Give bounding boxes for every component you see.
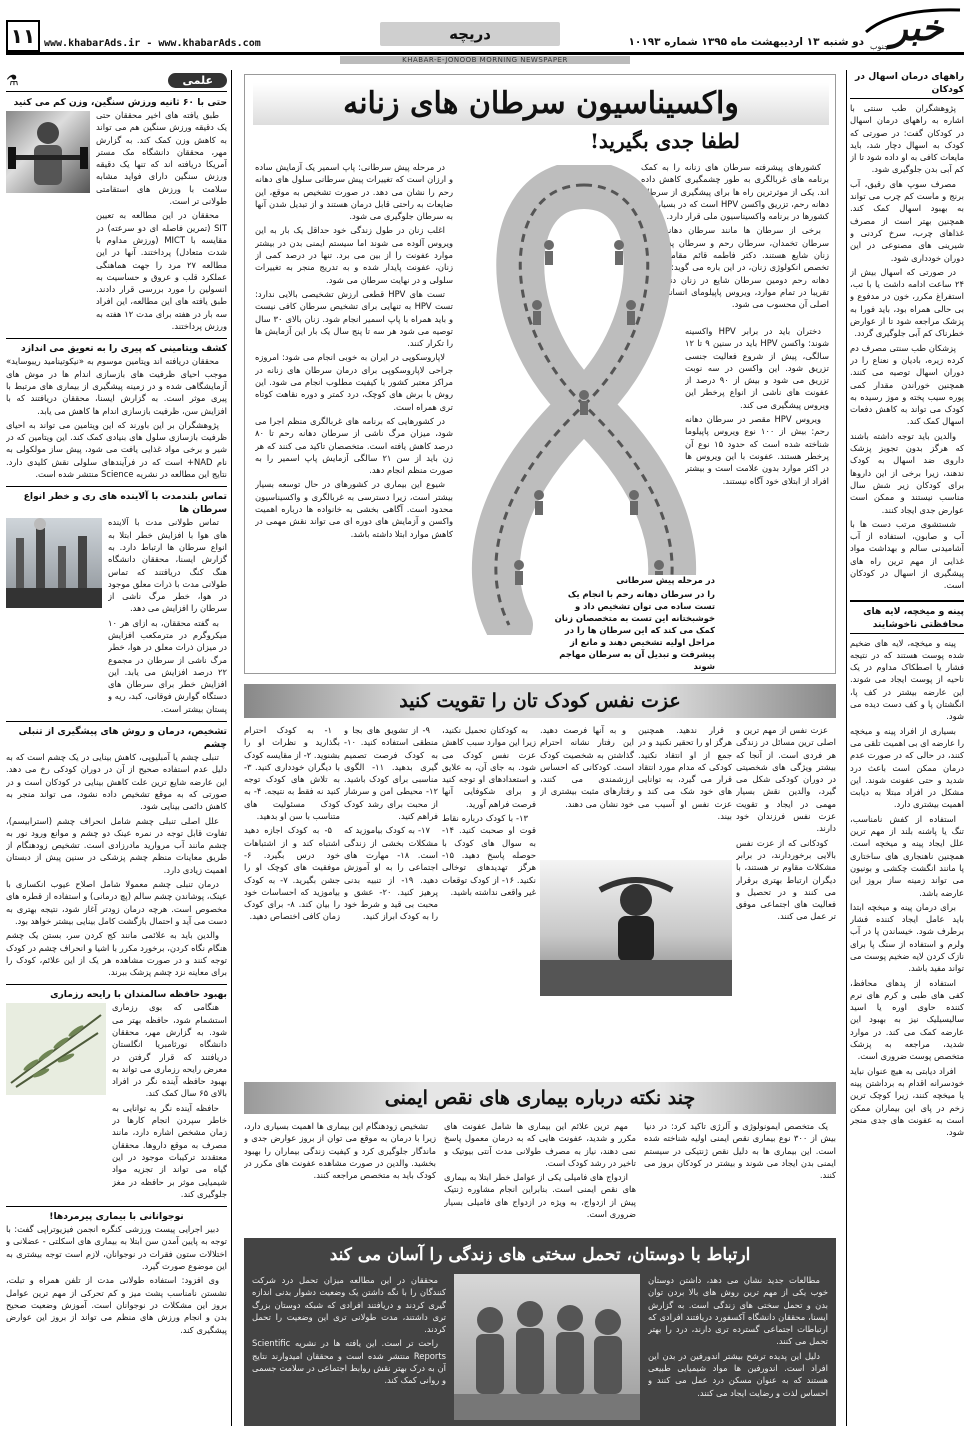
immunity-article: [244, 1082, 836, 1234]
paragraph: بسیاری از افراد پینه و میخچه را عارضه ای بی اهمیت تلقی می کنند، در حالی که در صورت عدم درمان ممکن است باعث درد شدید و حتی عفونت شوند. این مشکل در افراد مبتلا به دیابت اهمیت بیشتری دارد.: [850, 725, 964, 810]
article-teen-body: [6, 1223, 227, 1338]
immunity-title-band: [244, 1082, 836, 1114]
science-section-label: علمی: [168, 73, 227, 88]
friends-col-1: [648, 1274, 828, 1422]
confidence-col-1: [736, 724, 836, 1074]
paragraph: راحت تر است. این یافته ها در نشریه Scientific Reports منتشر شده است و محققان امیدوارند نتایج آن به درک بهتر نقش روابط اجتماعی در سلامت جسمی و روانی کمک کند.: [252, 1338, 446, 1386]
rosemary-photo: [6, 1003, 106, 1095]
paragraph: و به آنها فرصت دهید. این رفتار نشانه احترام گذاشتن به شخصیت کودک است. کودکانی که احساس ارزشمندی می کنند، رفتارهای مثبت بیشتری از خود نشان می دهند.: [540, 725, 634, 809]
website-url: www.khabarAds.ir - www.khabarAds.com: [44, 38, 261, 49]
article-diarrhea-body: [850, 102, 964, 594]
child-icon: [540, 860, 732, 996]
article-lazy-eye-title: تشخیص، درمان و روش های پیشگیری از تنبلی چشم: [18, 726, 227, 751]
article-diarrhea: [850, 70, 964, 594]
article-vitamin: [6, 338, 227, 482]
article-vitamin-body: [6, 355, 227, 482]
child-meadow-photo: [540, 860, 732, 996]
paragraph: یک متخصص ایمونولوژی و آلرژی تاکید کرد: در دنیا بیش از ۳۰۰ نوع بیماری نقص ایمنی اولیه شناخته شده است. این بیماری ها به دلیل نقص ژنتیکی در سیستم ایمنی بدن ایجاد می شوند و بیشتر در کودکان بروز می کنند.: [644, 1121, 836, 1181]
paragraph: ازدواج های فامیلی یکی از عوامل خطر ابتلا به بیماری های نقص ایمنی است. بنابراین انجام مشاوره ژنتیک پیش از ازدواج، به ویژه در ازدواج های فامیلی بسیار ضروری است.: [444, 1172, 636, 1220]
confidence-article: [244, 684, 836, 1076]
friends-group-icon: [454, 1274, 640, 1420]
paragraph: والدین باید به علائمی مانند کج کردن سر، بستن یک چشم هنگام نگاه کردن، برخورد مکرر با اشیا و انحراف چشم در کودک توجه کنند و در صورت مشاهده هر یک از این علائم، کودک را برای معاینه نزد چشم پزشک ببرند.: [6, 930, 227, 978]
paragraph: ۱۳- با کودک درباره نقاط قوت او صحبت کنید. ۱۴- به سوال های کودک با حوصله پاسخ دهید. ۱۵- هرگز تهدیدهای توخالی نکنید. ۱۶- از کودک توقعات غیر واقعی نداشته باشید.: [442, 813, 536, 897]
friends-title: ارتباط با دوستان، تحمل سختی های زندگی را آسان می کند: [329, 1245, 751, 1265]
paragraph: لاپاروسکوپی در ایران به خوبی انجام می شود: امروزه جراحی لاپاروسکوپی برای درمان سرطان های زنانه در مراکز معتبر کشور با کیفیت مطلوب انجام می شود. این روش با برش های کوچک، درد کمتر و دوره نقاهت کوتاه تری همراه است.: [255, 352, 453, 412]
paragraph: ویروس HPV مقصر در سرطان دهانه رحم: بیش از ۱۰۰ نوع ویروس پاپیلوما شناخته شده است که حدود ۱۵ نوع آن پرخطر هستند. عفونت با این ویروس ها در اکثر موارد بدون علامت است و بیشتر افراد از ابتلای خود آگاه نیستند.: [685, 414, 829, 486]
paragraph: علل اصلی تنبلی چشم شامل انحراف چشم (استرابیسم)، تفاوت قابل توجه در نمره عینک دو چشم و موانع ورود نور به چشم مانند آب مروارید مادرزادی است. تشخیص زودهنگام از طریق معاینات منظم چشم پزشکی در سنین پیش از دبستان اهمیت زیادی دارد.: [6, 815, 227, 875]
paragraph: درمان تنبلی چشم معمولا شامل اصلاح عیوب انکساری با عینک، پوشاندن چشم سالم (پچ درمانی) و استفاده از قطره های مخصوص است. هرچه درمان زودتر آغاز شود، نتیجه بهتری به دست می آید و احتمال بازگشت کامل بینایی بیشتر خواهد بود.: [6, 879, 227, 926]
paragraph: برخی از سرطان ها مانند سرطان دهانه رحم، سرطان تخمدان، سرطان رحم و سرطان پستان در زنان شایع هستند. دکتر فاطمه قائم مقامی، فوق تخصص انکولوژی زنان، در این باره می گوید: سرطان دهانه رحم دومین سرطان شایع در زنان دنیاست و تقریبا در تمام موارد، ویروس پاپیلومای انسانی عامل اصلی آن محسوب می شود.: [641, 225, 829, 310]
article-pollution-title: تماس بلندمدت با آلاینده های ری و خطر انواع سرطان ها: [23, 491, 227, 516]
article-lazy-eye-body: [6, 751, 227, 980]
section-label: دریچه: [449, 25, 491, 43]
confidence-col-6: [244, 724, 340, 1074]
paragraph: پژوهشگران بر این باورند که این ویتامین می تواند به احیای ظرفیت بازسازی سلول های بنیادی کمک کند. این ویتامین که در شیر و برخی مواد غذایی یافت می شود، پیش ساز مولکولی به نام NAD+ است که در فرآیندهای سلولی نقش کلیدی دارد. نتایج این مطالعه در نشریه Science منتشر شده است.: [6, 419, 227, 480]
paragraph: ۵- به کودک اجازه دهید اشتباه کند و از اشتباهات خود درس بگیرد. ۶- موفقیت های کوچک او را جشن بگیرید. ۷- به کودک بیاموزید که احساسات خود را بیان کند. ۸- برای کودک زمان کافی اختصاص دهید.: [244, 825, 340, 922]
paragraph: تشخیص زودهنگام این بیماری ها اهمیت بسیاری دارد، زیرا با درمان به موقع می توان از بروز عوارض جدی و ماندگار جلوگیری کرد و کیفیت زندگی بیماران را بهبود بخشید. والدین در صورت مشاهده عفونت های مکرر در کودک باید به متخصص مراجعه کنند.: [244, 1121, 436, 1181]
rosemary-icon: [6, 1003, 106, 1095]
article-exercise: [6, 96, 227, 334]
page-number-box: [6, 20, 40, 52]
main-article: [244, 74, 836, 674]
paragraph: دلیل این پدیده ترشح بیشتر اندورفین در بدن این افراد است. اندورفین ها مواد شیمیایی طبیعی هستند که به عنوان مسکن درد عمل می کنند و احساس لذت و رضایت ایجاد می کنند.: [648, 1350, 828, 1398]
paragraph: ۱- به کودک احترام بگذارید و نظرات او را بشنوید. ۲- از مقایسه کودک با دیگران خودداری کنید. ۳- به تلاش های کودک توجه کنید نه فقط به نتیجه. ۴- به کودک مسئولیت های متناسب با سن او بدهید.: [244, 725, 340, 822]
paragraph: کودکانی که از عزت نفس بالایی برخوردارند، در برابر مشکلات مقاوم تر هستند، با دیگران ارتباط بهتری برقرار می کنند و در تحصیل و فعالیت های اجتماعی موفق تر عمل می کنند.: [736, 837, 836, 922]
athlete-photo: [6, 111, 90, 193]
article-corns-title: پینه و میخچه، لایه های محافظتی ناخوشایند: [850, 605, 964, 634]
paragraph: طبق یافته های اخیر محققان حتی یک دقیقه ورزش سنگین هم می تواند به کاهش وزن کمک کند. به گزارش مهر، محققان دانشگاه مک مستر آمریکا دریافته اند که تنها یک دقیقه ورزش سنگین دارای فواید مشابه سلامت با ورزش های استقامتی طولانی تر است.: [96, 110, 227, 207]
paragraph: در کشورهایی که برنامه های غربالگری منظم اجرا می شود، میزان مرگ ناشی از سرطان دهانه رحم تا ۸۰ درصد کاهش یافته است. متخصصان تاکید می کنند که هر زن باید از سن ۲۱ سالگی آزمایش پاپ اسمیر را به صورت منظم انجام دهد.: [255, 415, 453, 476]
caption-text: را در سرطان دهانه رحم با انجام یک تست ساده می توان تشخیص داد و خوشبختانه این تست به متخصصان زنان کمک می کند که این سرطان ها را در مراحل اولیه تشخیص دهند و مانع از پیشرفت و تبدیل آن به سرطان مهاجم شوند: [554, 589, 715, 671]
article-lazy-eye: [6, 721, 227, 980]
paragraph: به گفته محققان، به ازای هر ۱۰ میکروگرم در مترمکعب افزایش در میزان ذرات معلق در هوا، خطر مرگ ناشی از سرطان در مجموع ۲۲ درصد افزایش می یابد. این افزایش خطر برای سرطان های دستگاه گوارش فوقانی، کبد، ریه و پستان بیشتر است.: [108, 617, 227, 714]
article-pollution-body: [108, 516, 227, 717]
paragraph: شیوع این بیماری در کشورهای در حال توسعه بسیار بیشتر است، زیرا دسترسی به غربالگری و واکسیناسیون محدود است. آگاهی بخشی به خانواده ها درباره اهمیت واکسن و آزمایش های دوره ای می تواند نقش مهمی در کاهش موارد ابتلا داشته باشد.: [255, 479, 453, 539]
paragraph: ۹- از تشویق های بجا و منطقی استفاده کنید. ۱۰- به کودک فرصت تصمیم گیری بدهید. ۱۱- الگوی مناسبی برای کودک باشید. ۱۲- محیطی امن و سرشار از محبت برای رشد کودک فراهم کنید.: [344, 725, 438, 822]
paragraph: استفاده از کفش نامناسب، تنگ یا پاشنه بلند از مهم ترین علل ایجاد پینه و میخچه است. همچنین ناهنجاری های ساختاری پا مانند انگشت چکشی و بونیون می تواند زمینه ساز بروز این عارضه باشد.: [850, 813, 964, 898]
paragraph: ۱۷- به کودک بیاموزید که مشکلات بخشی از زندگی است. ۱۸- مهارت های اجتماعی را به او آموزش دهید. ۱۹- از تنبیه بدنی پرهیز کنید. ۲۰- عشق و محبت بی قید و شرط خود را به کودک ابراز کنید.: [344, 825, 438, 922]
immunity-col-1: [644, 1120, 836, 1232]
friends-photo: [454, 1274, 640, 1420]
paragraph: دبیر اجرایی پیست ورزشی کنگره انجمن فیزیوتراپی گفت: با توجه به پایین آمدن سن ابتلا به بیماری های اسکلتی - عضلانی و اختلالات ستون فقرات در نوجوانان، لازم است توجه بیشتری به این موضوع صورت گیرد.: [6, 1224, 227, 1272]
paragraph: استفاده از پدهای محافظ، کفی های طبی و کرم های نرم کننده حاوی اوره یا اسید سالیسیلیک نیز به بهبود این عارضه کمک می کند. در موارد شدید، مراجعه به پزشک متخصص پوست ضروری است.: [850, 977, 964, 1062]
paragraph: شستشوی مرتب دست ها با آب و صابون، استفاده از آب آشامیدنی سالم و بهداشت مواد غذایی از مهم ترین راه های پیشگیری از اسهال در کودکان است.: [850, 518, 964, 591]
paragraph: پینه و میخچه، لایه های ضخیم شده پوست هستند که در نتیجه فشار یا اصطکاک مداوم در یک ناحیه از پوست ایجاد می شوند. این عارضه بیشتر در کف پا، انگشتان پا و کف دست دیده می شود.: [850, 637, 964, 722]
caption-title: در مرحله پیش سرطانی: [616, 576, 715, 586]
science-section-tag: [6, 70, 227, 92]
immunity-col-3: [244, 1120, 436, 1232]
friends-col-2: [252, 1274, 446, 1422]
dumbbell-icon: [6, 111, 90, 193]
confidence-col-3: [540, 724, 634, 854]
masthead-bottom-rule: [6, 52, 964, 55]
confidence-col-5: [344, 724, 438, 1074]
masthead: [0, 0, 970, 64]
paragraph: تست های HPV قطعی ارزش تشخیصی بالایی ندارد: تست HPV به تنهایی برای تشخیص سرطان کافی نیست و باید همراه با پاپ اسمیر انجام شود. زنان بالای ۳۰ سال توصیه می شود هر سه تا پنج سال یک بار این آزمایش ها را تکرار کنند.: [255, 288, 453, 349]
paragraph: قرار ندهید. همچنین هرگز او را تحقیر نکنید و در جمع از او انتقاد نکنید. کودکی که مدام مورد انتقاد قرار می گیرد، به توانایی های خود شک می کند و عزت نفس او آسیب می بیند.: [638, 725, 732, 822]
logo-text: خبر: [890, 7, 944, 49]
paragraph: محققان در این مطالعه به تعیین SIT (تمرین فاصله ای دو سرعته) در مقایسه با MICT (ورزش مداوم با شدت متعادل) پرداختند. آنها در این مطالعه ۲۷ مرد را جهت هماهنگی عملکرد قلب و عروق و حساسیت به انسولین را مورد بررسی قرار دادند. طبق یافته های این مطالعه، این افراد سه بار در هفته برای مدت ۱۲ هفته به ورزش پرداختند.: [96, 210, 227, 332]
article-vitamin-title: کشف ویتامینی که پیری را به تعویق می اندازد: [21, 343, 227, 355]
paragraph: وی افزود: استفاده طولانی مدت از تلفن همراه و تبلت، نشستن نامناسب پشت میز و کم تحرکی از مهم ترین عوامل بروز این مشکلات در نوجوانان است. آموزش وضعیت صحیح بدن و انجام ورزش های منظم می تواند از بروز این عوارض پیشگیری کند.: [6, 1275, 227, 1335]
confidence-title-band: [244, 684, 836, 718]
issue-date-line: دو شنبه ۱۳ اردیبهشت ماه ۱۳۹۵ شماره ۱۰۱۹۳: [628, 36, 864, 48]
main-article-caption: [545, 575, 715, 671]
paragraph: پزشکان طب سنتی مصرف دم کرده زیره، بادیان و نعناع را در دوران اسهال توصیه می کنند. همچنین خوراندن مقدار کمی پوره سیب پخته و موز رسیده به کودک می تواند به کاهش دفعات اسهال کمک کند.: [850, 342, 964, 427]
article-exercise-body: [96, 109, 227, 334]
paragraph: برای درمان پینه و میخچه ابتدا باید عامل ایجاد کننده فشار برطرف شود. خیساندن پا در آب ولرم و استفاده از سنگ پا برای نازک کردن لایه ضخیم پوست می تواند مفید باشد.: [850, 901, 964, 974]
paragraph: اغلب زنان در طول زندگی خود حداقل یک بار به این ویروس آلوده می شوند اما سیستم ایمنی بدن در بیشتر موارد عفونت را از بین می برد. تنها در درصد کمی از زنان، عفونت پایدار شده و به تدریج منجر به تغییرات سلولی و در نهایت سرطان می شود.: [255, 225, 453, 285]
paragraph: دختران باید در برابر HPV واکسینه شوند: واکسن HPV باید در سنین ۹ تا ۱۲ سالگی، پیش از شروع فعالیت جنسی تزریق شود. این واکسن در سه نوبت تزریق می شود و بیش از ۹۰ درصد از عفونت های ناشی از انواع پرخطر این ویروس پیشگیری می کند.: [685, 326, 829, 410]
paragraph: مطالعات جدید نشان می دهد، داشتن دوستان خوب یکی از مهم ترین روش های بالا بردن توان بدن و تحمل سختی های زندگی است. به گزارش ایسنا، محققان دانشگاه آکسفورد دریافتند افرادی که ارتباطات اجتماعی گسترده تری دارند، درد را بهتر تحمل می کنند.: [648, 1275, 828, 1347]
science-flask-icon: ⚗: [6, 72, 19, 89]
paragraph: پژوهشگران طب سنتی با اشاره به راههای درمان اسهال در کودکان گفت: در صورتی که کودک به اسهال دچار شد، باید مایعات کافی به او داده شود تا از کم آبی بدن جلوگیری شود.: [850, 103, 964, 175]
paragraph: در مرحله پیش سرطانی: پاپ اسمیر یک آزمایش ساده و ارزان است که تغییرات پیش سرطانی سلول های دهانه رحم را نشان می دهد. در صورت تشخیص به موقع، این ضایعات به راحتی قابل درمان هستند و از تبدیل شدن آنها به سرطان جلوگیری می شود.: [255, 162, 453, 222]
paragraph: کشورهای پیشرفته سرطان های زنانه را به کمک برنامه های غربالگری به طور چشمگیری کاهش داده اند. یکی از موثرترین راه ها برای پیشگیری از سرطان دهانه رحم، تزریق واکسن HPV است که در بسیاری از کشورها در برنامه واکسیناسیون ملی قرار دارد.: [641, 162, 829, 222]
article-pollution: [6, 486, 227, 717]
paragraph: در صورتی که اسهال بیش از ۲۴ ساعت ادامه داشت یا با تب، استفراغ مکرر، خون در مدفوع و بی حالی همراه بود، باید فورا به پزشک مراجعه شود تا از عوارض خطرناک کم آبی جلوگیری گردد.: [850, 266, 964, 339]
friends-article: [244, 1238, 836, 1426]
article-exercise-title: حتی با ۶۰ ثانیه ورزش سنگین، وزن کم می کنید: [13, 97, 227, 108]
factory-photo: [6, 518, 102, 608]
article-corns: [850, 600, 964, 1141]
science-column: [6, 70, 232, 1426]
immunity-title: چند نکته درباره بیماری های نقص ایمنی: [384, 1087, 696, 1109]
paragraph: والدین باید توجه داشته باشند که هرگز بدون تجویز پزشک داروی ضد اسهال به کودک ندهند، زیرا برخی از این داروها برای کودکان زیر شش سال مناسب نیستند و ممکن است عوارض جدی ایجاد کنند.: [850, 430, 964, 515]
paragraph: به کودکتان تحمیل نکنید، زیرا این موارد سبب کاهش عزت نفس کودک می شود. به جای آن، به علایق و استعدادهای او توجه کنید و برای شکوفایی آنها فرصت فراهم آورید.: [442, 725, 536, 809]
paper-name: KHABAR-E-JONOOB MORNING NEWSPAPER: [402, 56, 568, 64]
main-article-title: واکسیناسیون سرطان های زنانه: [343, 86, 739, 121]
logo-box: [864, 2, 964, 56]
paragraph: مصرف سوپ های رقیق، آب برنج و ماست کم چرب می تواند به بهبود اسهال کمک کند. همچنین بهتر است از مصرف غذاهای چرب، سرخ کردنی و شیرینی های مصنوعی در این دوران خودداری شود.: [850, 178, 964, 263]
factory-icon: [6, 518, 102, 608]
main-article-col-left-1: [255, 161, 453, 661]
paragraph: تماس طولانی مدت با آلاینده های هوا با افزایش خطر ابتلا به انواع سرطان ها ارتباط دارد. به گزارش ایسنا، محققان دانشگاه هنگ کنگ دریافتند که تماس طولانی مدت با ذرات معلق موجود در هوا، خطر مرگ ناشی از سرطان را افزایش می دهد.: [108, 517, 227, 614]
paragraph: محققان دریافته اند ویتامین موسوم به «نیکوتینامید ریبوساید» موجب احیای ظرفیت های بازسازی اندام ها در موش های آزمایشگاهی شده و در زمینه پیشگیری از بیماری های مرتبط با پیری موثر است. به گزارش ایسنا، محققان دریافتند که با افزایش سن، ظرفیت بازسازی اندام ها کاهش می یابد.: [6, 356, 227, 416]
confidence-col-4: [442, 724, 536, 1074]
right-column: [846, 70, 964, 1426]
paragraph: محققان در این مطالعه میزان تحمل درد شرکت کنندگان را با نگه داشتن یک وضعیت دشوار بدنی اندازه گیری کردند و دریافتند افرادی که شبکه دوستان بزرگ تری داشتند، مدت طولانی تری این وضعیت را تحمل کردند.: [252, 1275, 446, 1335]
confidence-col-2: [638, 724, 732, 854]
main-article-subtitle: لطفا جدی بگیرید!: [590, 129, 740, 153]
confidence-title: عزت نفس کودک تان را تقویت کنید: [399, 690, 681, 712]
paragraph: حافظه آینده نگر به توانایی به خاطر سپردن انجام کارها در زمان مشخص اشاره دارد، مانند مصرف به موقع داروها. محققان معتقدند ترکیبات موجود در این گیاه می تواند از تجزیه مواد شیمیایی موثر بر حافظه در مغز جلوگیری کند.: [112, 1102, 227, 1199]
paragraph: افراد دیابتی به هیچ عنوان نباید خودسرانه اقدام به برداشتن پینه یا میخچه کنند، زیرا کوچک ترین زخم در پای این بیماران ممکن است به عفونت های جدی منجر شود.: [850, 1065, 964, 1138]
page-number: ۱۱: [10, 24, 36, 48]
paragraph: هنگامی که بوی رزماری استشمام شود، حافظه بهتر می شود. به گزارش مهر، محققان دانشگاه نورثامبریا انگلستان دریافتند که قرار گرفتن در معرض رایحه رزماری می تواند به بهبود حافظه آینده نگر در افراد بالای ۶۵ سال کمک کند.: [112, 1002, 227, 1099]
immunity-col-2: [444, 1120, 636, 1232]
article-teen: [6, 1206, 227, 1338]
article-diarrhea-title: راههای درمان اسهال در کودکان: [850, 70, 964, 99]
article-teen-title: نوجوانانی با بیماری پیرمردها!: [49, 1211, 184, 1223]
article-rosemary-body: [112, 1001, 227, 1202]
article-rosemary: [6, 984, 227, 1202]
paragraph: تنبلی چشم یا آمبلیوپی، کاهش بینایی در یک چشم است که به دلیل عدم استفاده صحیح از آن در دوران کودکی رخ می دهد. این عارضه شایع ترین علت کاهش بینایی در کودکان است و در صورتی که به موقع تشخیص داده نشود، می تواند منجر به کاهش دائمی بینایی شود.: [6, 752, 227, 812]
main-article-col-mid: [467, 325, 541, 605]
paper-name-band: [340, 56, 630, 64]
paragraph: مهم ترین علائم این بیماری ها شامل عفونت های مکرر و شدید، عفونت هایی که به درمان معمول پاسخ نمی دهند، نیاز به مصرف طولانی مدت آنتی بیوتیک و تاخیر در رشد کودک است.: [444, 1121, 636, 1168]
section-label-box: [380, 22, 560, 46]
article-rosemary-title: بهبود حافظه سالمندان با رایحه رزماری: [50, 989, 227, 1001]
logo-subtext: جنوب: [870, 42, 890, 51]
article-corns-body: [850, 637, 964, 1141]
main-article-title-band: [253, 83, 829, 125]
paragraph: عزت نفس از مهم ترین و اصلی ترین مسائل در زندگی هر فردی است. از آنجا که بیشتر ویژگی های شخصیتی در دوران کودکی شکل می گیرد، والدین نقش بسیار مهمی در ایجاد و تقویت عزت نفس فرزندان خود دارند.: [736, 725, 836, 834]
